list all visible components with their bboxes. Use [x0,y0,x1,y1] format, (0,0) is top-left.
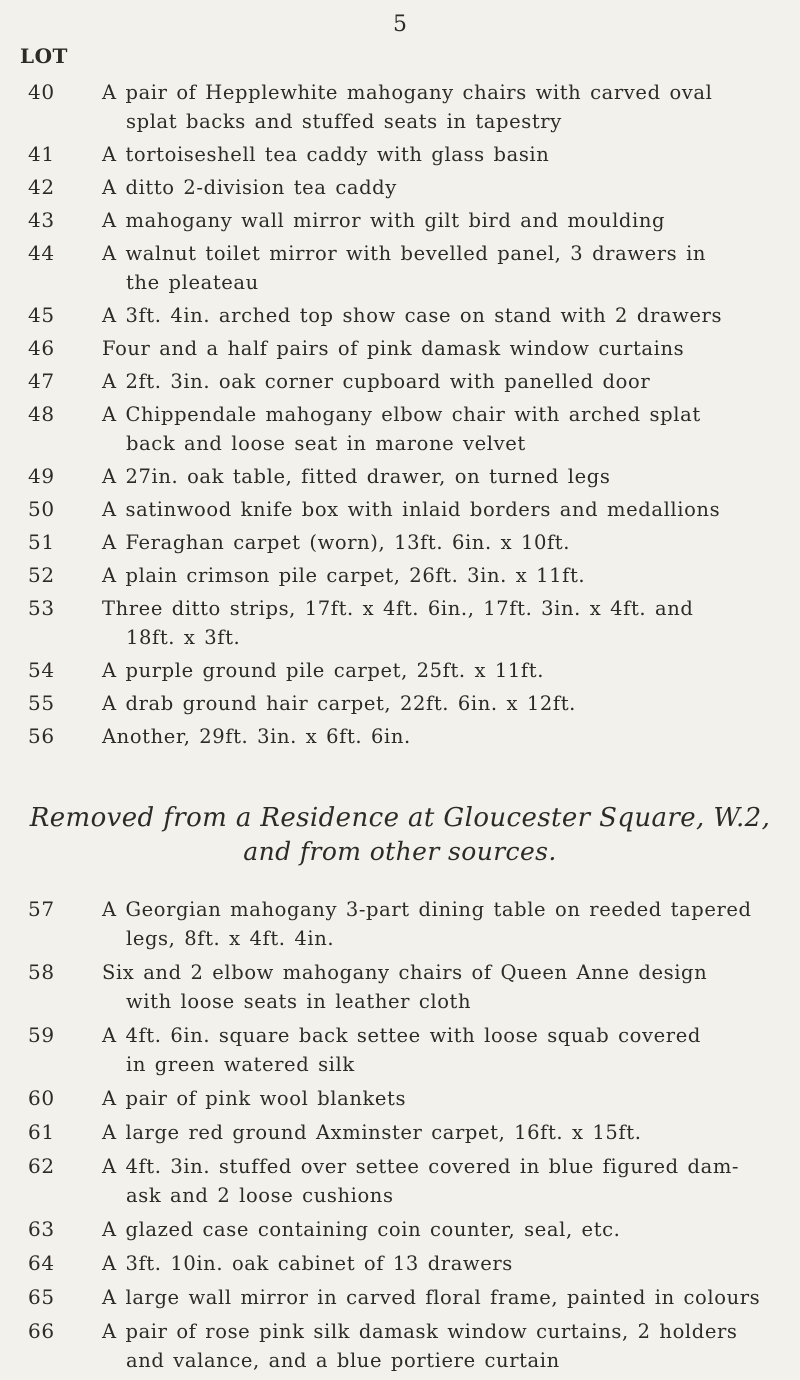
lot-description-line: Another, 29ft. 3in. x 6ft. 6in. [102,725,411,748]
lot-number: 52 [28,563,55,587]
lot-description-line: A pair of rose pink silk damask window curtains, 2 holders [102,1320,738,1343]
lot-number: 63 [28,1217,55,1241]
lot-entry [0,561,800,590]
section-heading-line2: and from other sources. [243,837,557,866]
lot-description [102,1215,782,1244]
lot-description [102,367,782,396]
lot-description [102,689,782,718]
lot-description-line: A Chippendale mahogany elbow chair with arched splat [102,403,701,426]
lot-list-part2 [0,895,800,1380]
lot-number: 61 [28,1120,55,1144]
lot-description-line: A 3ft. 4in. arched top show case on stand with 2 drawers [102,304,723,327]
lot-description-line: A tortoiseshell tea caddy with glass basin [102,143,550,166]
section-heading [0,801,800,869]
lot-number: 57 [28,897,55,921]
lot-description-continuation: back and loose seat in marone velvet [126,432,526,455]
lot-number: 65 [28,1285,55,1309]
lot-number: 48 [28,402,55,426]
lot-entry [0,1249,800,1278]
lot-description [102,1118,782,1147]
lot-description-continuation: and valance, and a blue portiere curtain [126,1349,560,1372]
lot-entry [0,462,800,491]
lot-description-line: A pair of pink wool blankets [102,1087,407,1110]
lot-description-line: A satinwood knife box with inlaid borders and medallions [102,498,721,521]
lot-description-line: A 4ft. 3in. stuffed over settee covered in blue figured dam- [102,1155,740,1178]
lot-entry [0,1317,800,1375]
lot-entry [0,1021,800,1079]
lot-number: 58 [28,960,55,984]
lot-description-line: A ditto 2-division tea caddy [102,176,397,199]
lot-entry [0,656,800,685]
lot-description-line: A plain crimson pile carpet, 26ft. 3in. x 11ft. [102,564,586,587]
lot-description-line: A 3ft. 10in. oak cabinet of 13 drawers [102,1252,513,1275]
lot-number: 42 [28,175,55,199]
lot-description-continuation: splat backs and stuffed seats in tapestry [126,110,562,133]
lot-description-line: A drab ground hair carpet, 22ft. 6in. x 12ft. [102,692,576,715]
lot-description-line: A walnut toilet mirror with bevelled panel, 3 drawers in [102,242,707,265]
lot-number: 59 [28,1023,55,1047]
lot-number: 53 [28,596,55,620]
lot-description-line: A Georgian mahogany 3-part dining table on reeded tapered [102,898,752,921]
lot-number: 60 [28,1086,55,1110]
lot-number: 51 [28,530,55,554]
lot-description-line: A Feraghan carpet (worn), 13ft. 6in. x 10ft. [102,531,571,554]
lot-entry [0,140,800,169]
lot-number: 44 [28,241,55,265]
lot-description [102,1152,782,1210]
lot-description-continuation: 18ft. x 3ft. [126,626,241,649]
lot-description [102,1317,782,1375]
lot-number: 49 [28,464,55,488]
lot-entry [0,528,800,557]
lot-description-continuation: with loose seats in leather cloth [126,990,472,1013]
lot-description-line: A 2ft. 3in. oak corner cupboard with panelled door [102,370,651,393]
lot-description [102,173,782,202]
lot-description [102,462,782,491]
lot-description [102,301,782,330]
lot-number: 64 [28,1251,55,1275]
lot-description [102,958,782,1016]
lot-entry [0,722,800,751]
lot-entry [0,173,800,202]
lot-description [102,334,782,363]
lot-description [102,561,782,590]
lot-entry [0,1118,800,1147]
lot-entry [0,1283,800,1312]
page-number: 5 [393,12,407,37]
lot-description-line: A large wall mirror in carved floral frame, painted in colours [102,1286,761,1309]
lot-description-line: A purple ground pile carpet, 25ft. x 11ft. [102,659,544,682]
lot-description [102,239,782,297]
lot-description [102,1249,782,1278]
lot-number: 54 [28,658,55,682]
lot-number: 41 [28,142,55,166]
lot-list-part1 [0,78,800,755]
lot-description-line: A 4ft. 6in. square back settee with loose squab covered [102,1024,701,1047]
lot-number: 66 [28,1319,55,1343]
lot-entry [0,895,800,953]
lot-entry [0,367,800,396]
lot-description-continuation: legs, 8ft. x 4ft. 4in. [126,927,335,950]
lot-description [102,400,782,458]
lot-entry [0,958,800,1016]
lot-description [102,1084,782,1113]
lot-entry [0,239,800,297]
lot-description [102,1021,782,1079]
lot-column-header: LOT [20,44,68,68]
lot-description [102,78,782,136]
lot-description [102,528,782,557]
lot-entry [0,1152,800,1210]
lot-description-line: A glazed case containing coin counter, seal, etc. [102,1218,621,1241]
lot-number: 40 [28,80,55,104]
lot-description-line: A large red ground Axminster carpet, 16ft. x 15ft. [102,1121,642,1144]
lot-description [102,722,782,751]
lot-number: 43 [28,208,55,232]
lot-entry [0,78,800,136]
lot-entry [0,400,800,458]
lot-description [102,594,782,652]
lot-entry [0,1215,800,1244]
lot-entry [0,206,800,235]
lot-description-continuation: the pleateau [126,271,259,294]
lot-description-line: A pair of Hepplewhite mahogany chairs with carved oval [102,81,713,104]
lot-description-line: Four and a half pairs of pink damask window curtains [102,337,685,360]
lot-entry [0,594,800,652]
lot-description-line: A 27in. oak table, fitted drawer, on turned legs [102,465,611,488]
lot-description-continuation: ask and 2 loose cushions [126,1184,394,1207]
lot-entry [0,689,800,718]
lot-description [102,895,782,953]
lot-description [102,495,782,524]
lot-number: 47 [28,369,55,393]
lot-number: 50 [28,497,55,521]
lot-description [102,656,782,685]
lot-entry [0,334,800,363]
section-heading-line1: Removed from a Residence at Gloucester Square, W.2, [29,803,771,833]
lot-number: 62 [28,1154,55,1178]
lot-entry [0,301,800,330]
lot-description-line: Three ditto strips, 17ft. x 4ft. 6in., 17ft. 3in. x 4ft. and [102,597,694,620]
lot-entry [0,1084,800,1113]
lot-description-line: Six and 2 elbow mahogany chairs of Queen Anne design [102,961,708,984]
lot-number: 55 [28,691,55,715]
lot-description-line: A mahogany wall mirror with gilt bird and moulding [102,209,666,232]
lot-description [102,140,782,169]
lot-number: 46 [28,336,55,360]
lot-entry [0,495,800,524]
lot-description [102,1283,782,1312]
lot-description [102,206,782,235]
lot-description-continuation: in green watered silk [126,1053,355,1076]
lot-number: 45 [28,303,55,327]
lot-number: 56 [28,724,55,748]
